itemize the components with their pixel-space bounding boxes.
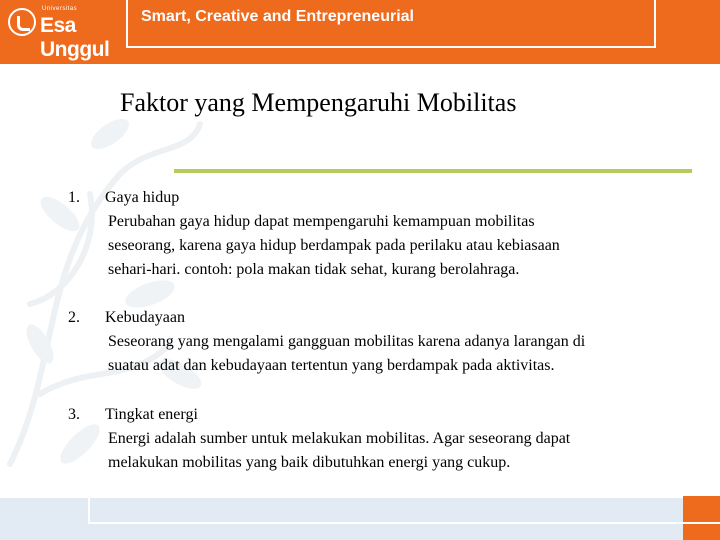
header-bar xyxy=(0,0,720,64)
item-number: 2. xyxy=(68,309,80,326)
header-divider xyxy=(128,46,656,48)
footer-accent-block xyxy=(683,496,720,540)
description-line: Seseorang yang mengalami gangguan mobilitas karena adanya larangan di xyxy=(108,333,586,350)
description-line: suatau adat dan kebudayaan tertentun yang berdampak pada aktivitas. xyxy=(108,357,555,374)
header-divider-vertical xyxy=(654,0,656,48)
footer-divider-vertical xyxy=(88,498,90,524)
item-number: 3. xyxy=(68,406,80,423)
university-logo xyxy=(0,0,128,61)
logo-name: Esa Unggul xyxy=(40,14,110,61)
item-description xyxy=(108,210,668,282)
slide-title: Faktor yang Mempengaruhi Mobilitas xyxy=(120,88,517,117)
description-line: seseorang, karena gaya hidup berdampak pada perilaku atau kebiasaan xyxy=(108,237,560,254)
description-line: Energi adalah sumber untuk melakukan mobilitas. Agar seseorang dapat xyxy=(108,430,571,447)
header-tagline: Smart, Creative and Entrepreneurial xyxy=(141,8,414,25)
description-line: Perubahan gaya hidup dapat mempengaruhi kemampuan mobilitas xyxy=(108,213,535,230)
title-underline xyxy=(174,169,692,173)
footer-accent-divider xyxy=(683,522,720,524)
item-heading: Kebudayaan xyxy=(105,309,185,326)
logo-emblem-icon xyxy=(8,8,36,36)
description-line: melakukan mobilitas yang baik dibutuhkan energi yang cukup. xyxy=(108,454,511,471)
logo-subtitle: Universitas xyxy=(42,6,78,12)
item-description xyxy=(108,427,668,475)
footer-bar xyxy=(0,498,720,540)
item-heading: Tingkat energi xyxy=(105,406,198,423)
item-description xyxy=(108,330,668,378)
item-number: 1. xyxy=(68,189,80,206)
description-line: sehari-hari. contoh: pola makan tidak sehat, kurang berolahraga. xyxy=(108,261,520,278)
footer-divider xyxy=(88,522,720,524)
item-heading: Gaya hidup xyxy=(105,189,180,206)
